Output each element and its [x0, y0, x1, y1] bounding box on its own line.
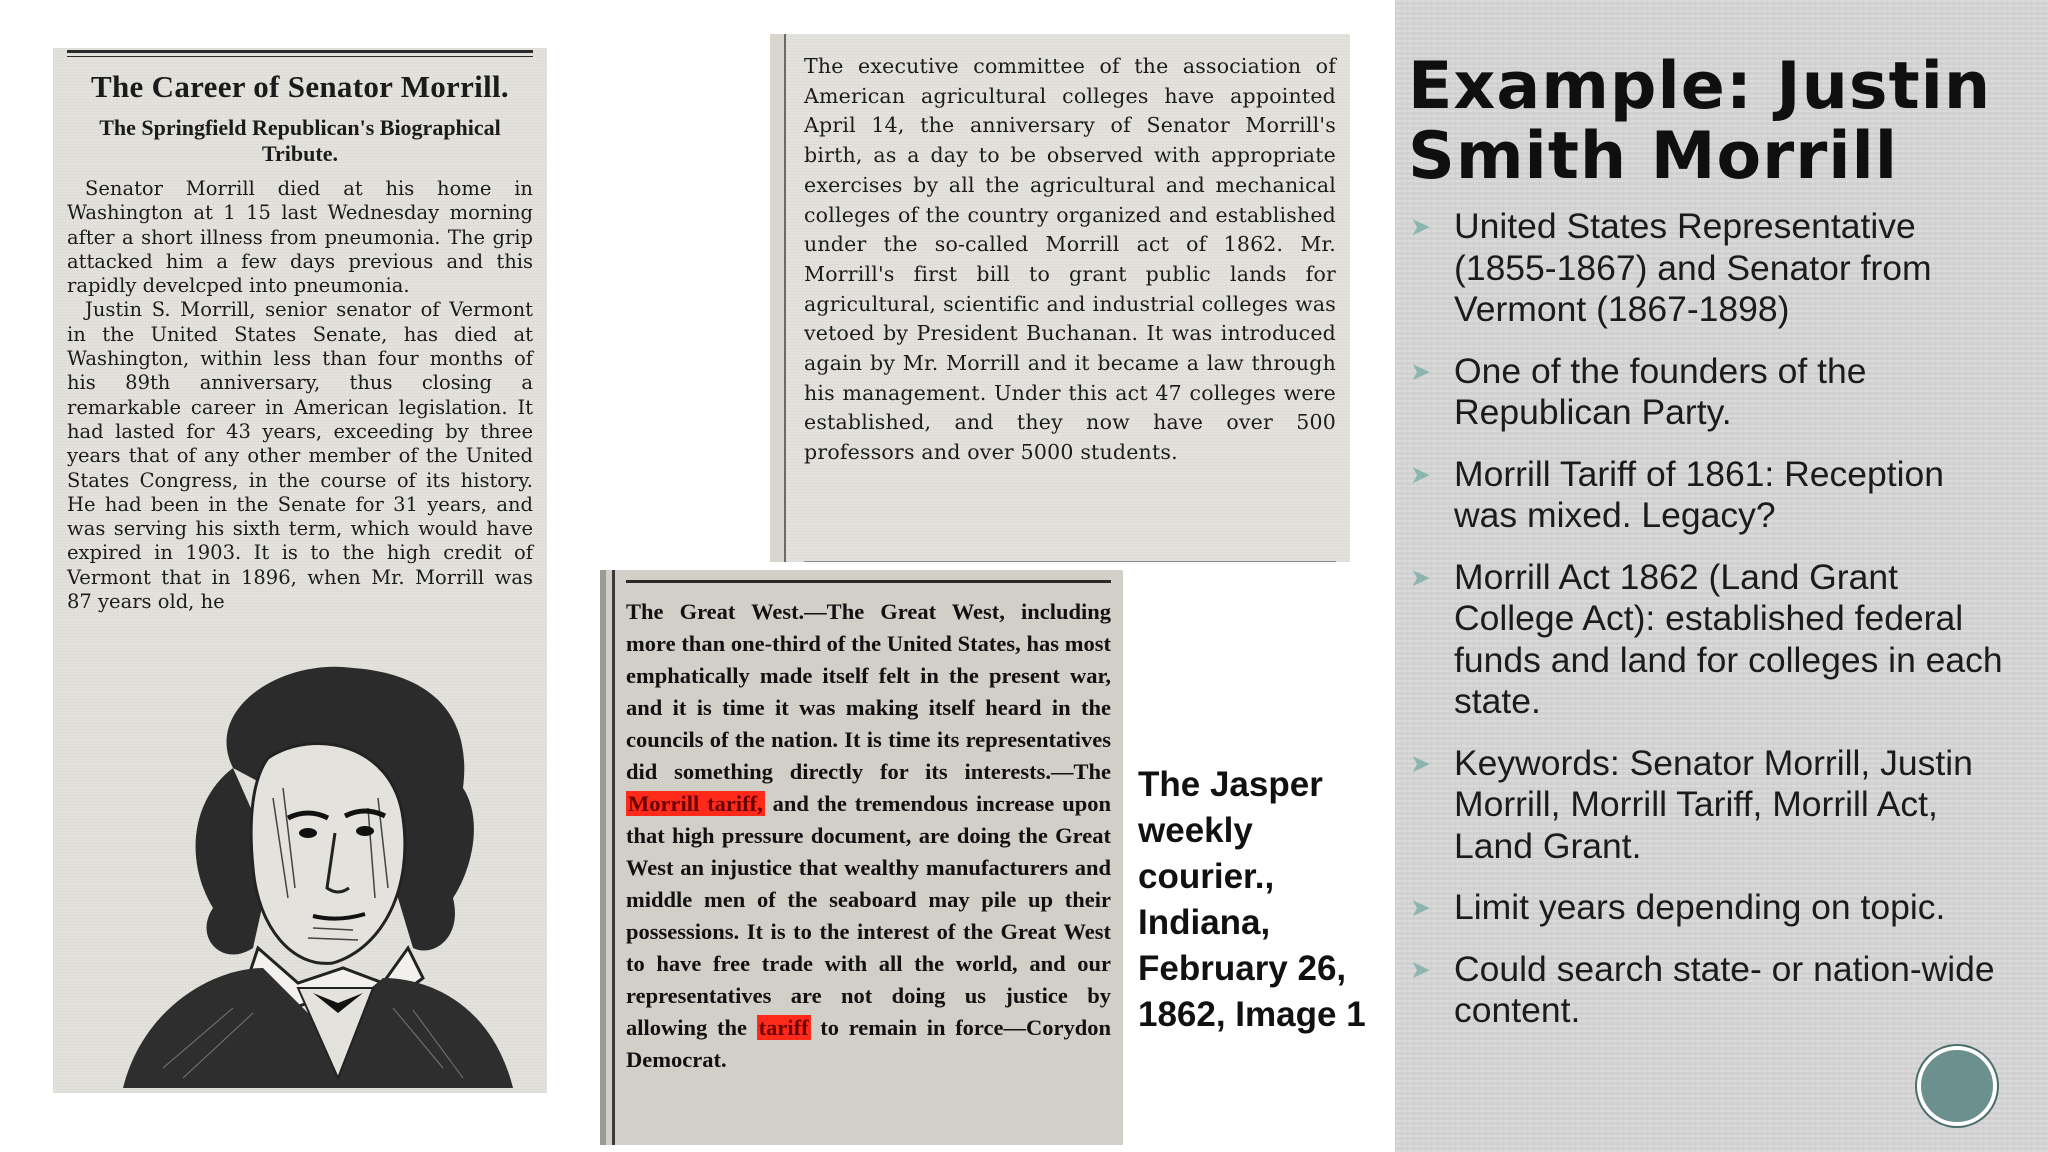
- newspaper-clipping-great-west: [600, 570, 1123, 1145]
- bullet-item: [1408, 206, 2008, 331]
- bullet-text: Morrill Tariff of 1861: Reception was mixed. Legacy?: [1454, 453, 1945, 535]
- bullet-text: Limit years depending on topic.: [1454, 887, 1946, 927]
- clipping-rule: [67, 56, 533, 57]
- newspaper-clipping-career: [53, 48, 547, 1093]
- arrow-bullet-icon: ➤: [1410, 357, 1431, 386]
- arrow-bullet-icon: ➤: [1410, 749, 1431, 778]
- slide-title: Example: Justin Smith Morrill: [1408, 49, 1992, 194]
- clipping-rule: [626, 580, 1111, 583]
- clipping-rule: [67, 50, 533, 53]
- source-caption: The Jasper weekly courier., Indiana, February 26, 1862, Image 1: [1138, 765, 1366, 1034]
- bullet-list: [1408, 206, 2008, 1052]
- clipping-paragraph: Justin S. Morrill, senior senator of Vermont in the United States Senate, has died at Washington, within less than four months of his 89th anniversary, thus closing a remarkable career in American legislation. It had lasted for 43 years, exceeding by three years that of any other member of the United States Congress, in the course of its history. He had been in the Senate for 31 years, and was serving his sixth term, which would have expired in 1903. It is to the high credit of Vermont that in 1896, when Mr. Morrill was 87 years old, he: [67, 298, 533, 614]
- clipping-subhead: The Springfield Republican's Biographical Tribute.: [99, 115, 501, 166]
- bullet-text: One of the founders of the Republican Party.: [1454, 350, 1867, 432]
- newspaper-clipping-committee: [770, 34, 1350, 562]
- bullet-item: [1408, 557, 2008, 723]
- bullet-text: Could search state- or nation-wide content.: [1454, 948, 1995, 1030]
- bullet-text: Keywords: Senator Morrill, Justin Morrill, Morrill Tariff, Morrill Act, Land Grant.: [1454, 742, 1973, 866]
- bullet-item: [1408, 949, 2008, 1032]
- arrow-bullet-icon: ➤: [1410, 213, 1431, 241]
- clipping-cut-edge: [804, 561, 1336, 562]
- clipping-paragraph: The executive committee of the association of American agricultural colleges have appointed April 14, the anniversary of Senator Morrill's birth, as a day to be observed with appropriate exercises by all the agricultural and mechanical colleges of the country organized and established under the so-called Morrill act of 1862. Mr. Morrill's first bill to grant public lands for agricultural, scientific and industrial colleges was vetoed by President Buchanan. It was introduced again by Mr. Morrill and it became a law through his management. Under this act 47 colleges were established, and they now have over 500 professors and over 5000 students.: [804, 54, 1336, 465]
- highlighted-term: tariff: [758, 1015, 809, 1040]
- highlighted-term: Morrill tariff,: [628, 791, 763, 816]
- clipping-paragraph: Senator Morrill died at his home in Washington at 1 15 last Wednesday morning after a short illness from pneumonia. The grip attacked him a few days previous and this rapidly develcped into pneumonia.: [67, 177, 533, 298]
- bullet-text: Morrill Act 1862 (Land Grant College Act): established federal funds and land for colleges in each state.: [1454, 556, 2003, 721]
- arrow-bullet-icon: ➤: [1410, 955, 1431, 984]
- arrow-bullet-icon: ➤: [1410, 563, 1431, 592]
- arrow-bullet-icon: ➤: [1410, 894, 1431, 922]
- clipping-text: The Great West.—The Great West, including more than one-third of the United States, has most emphatically made itself felt in the present war, and it is time it was making itself heard in the councils of the nation. It is time its representatives did something directly for its interests.—The: [626, 599, 1111, 784]
- bullet-item: [1408, 887, 2008, 929]
- clipping-column-rule: [612, 570, 615, 1145]
- bullet-text: United States Representative (1855-1867) and Senator from Vermont (1867-1898): [1454, 206, 1932, 329]
- morrill-portrait-engraving: [83, 648, 523, 1088]
- bullet-item: [1408, 351, 2008, 434]
- clipping-text: to remain in force—Corydon Democrat.: [626, 1015, 1111, 1072]
- bullet-item: [1408, 454, 2008, 537]
- slide-nav-button[interactable]: [1917, 1046, 1997, 1126]
- clipping-headline: The Career of Senator Morrill.: [91, 69, 509, 104]
- clipping-paragraph: [626, 596, 1111, 1076]
- clipping-text: and the tremendous increase upon that high pressure document, are doing the Great West an injustice that wealthy manufacturers and middle men of the seaboard may pile up their possessions. It is to the interest of the Great West to have free trade with all the world, and our representatives are not doing us justice by allowing the: [626, 791, 1111, 1040]
- bullet-item: [1408, 743, 2008, 868]
- clipping-gutter: [770, 34, 786, 562]
- arrow-bullet-icon: ➤: [1410, 460, 1431, 489]
